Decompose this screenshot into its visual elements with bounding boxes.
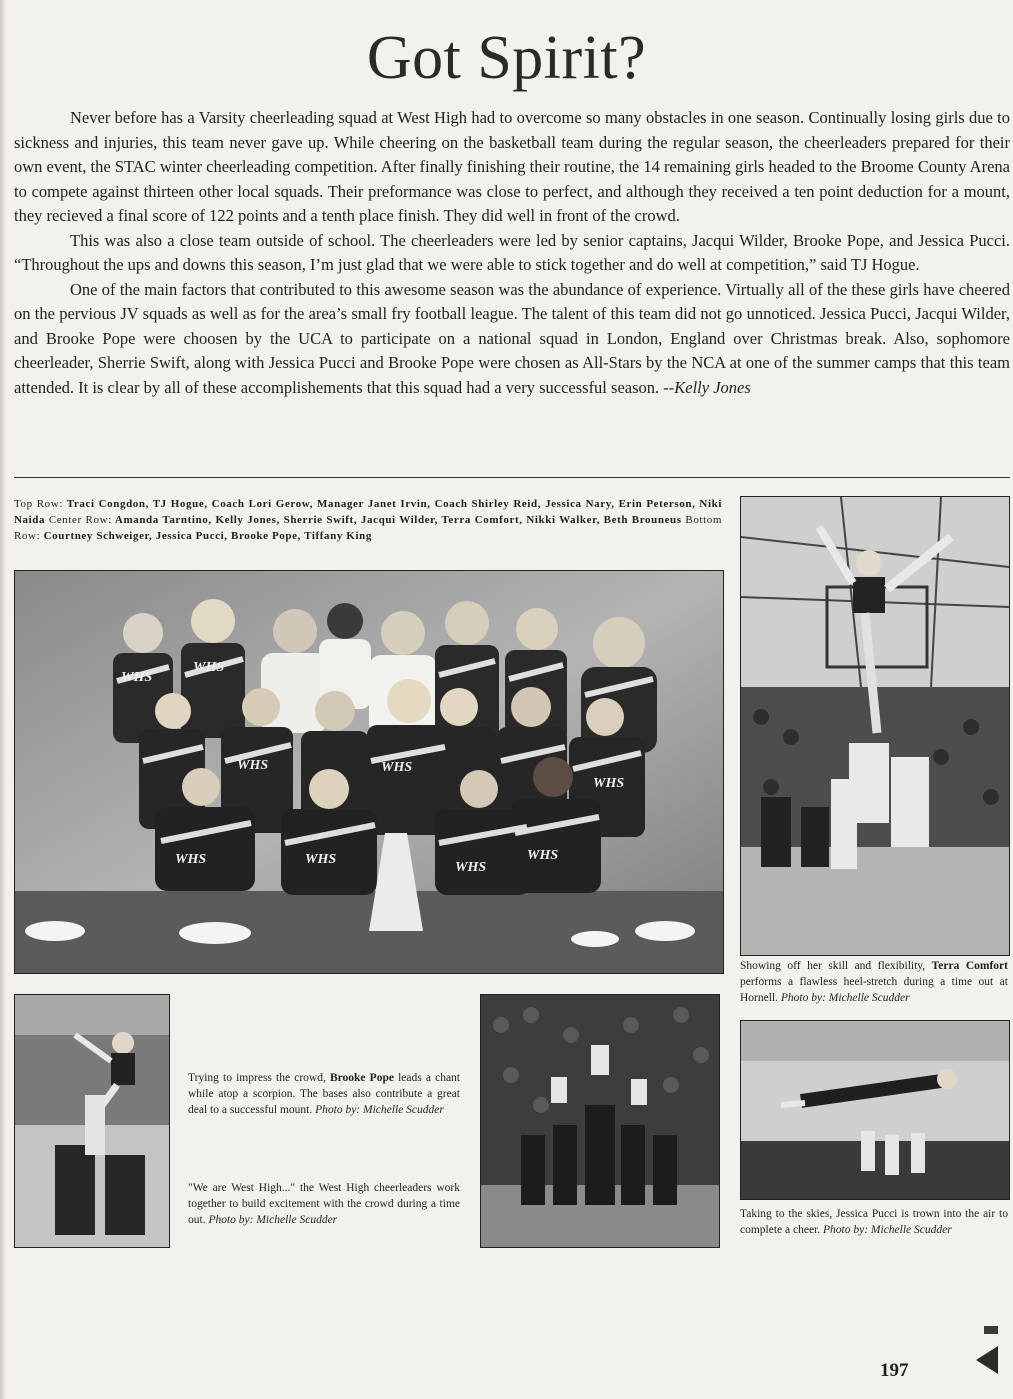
scorpion-caption bbox=[188, 1070, 460, 1118]
heel-stretch-caption-pre: Showing off her skill and flexibility, bbox=[740, 960, 926, 972]
heel-stretch-caption-name: Terra Comfort bbox=[931, 960, 1008, 972]
roster-center-label: Center Row: bbox=[48, 514, 112, 526]
story-paragraph-1 bbox=[14, 106, 1010, 229]
scorpion-caption-post: leads a chant while atop a scorpion. The bases also contribute a great deal to a successful mount. bbox=[188, 1072, 461, 1116]
uniform-letters: WHS bbox=[305, 852, 337, 867]
west-high-caption bbox=[188, 1180, 460, 1228]
scorpion-photo-image bbox=[15, 995, 169, 1247]
roster-center-names: Amanda Tarntino, Kelly Jones, Sherrie Swift, Jacqui Wilder, Terra Comfort, Nikki Walker, Beth Brouneus bbox=[114, 514, 682, 526]
page-tab-marker-bar bbox=[984, 1326, 998, 1334]
heel-stretch-caption bbox=[740, 958, 1008, 1006]
page-number: 197 bbox=[880, 1360, 909, 1381]
uniform-letters: WHS bbox=[381, 760, 413, 775]
scorpion-caption-name: Brooke Pope bbox=[329, 1072, 394, 1084]
roster-top-label: Top Row: bbox=[14, 498, 63, 510]
skies-caption-credit: Photo by: Michelle Scudder bbox=[823, 1224, 952, 1236]
scorpion-caption-pre: Trying to impress the crowd, bbox=[188, 1072, 326, 1084]
page-binding-edge bbox=[0, 0, 6, 1399]
uniform-letters: WHS bbox=[237, 758, 269, 773]
west-high-caption-credit: Photo by: Michelle Scudder bbox=[208, 1214, 338, 1226]
heel-stretch-photo-image bbox=[741, 497, 1009, 955]
crowd-mount-photo bbox=[480, 994, 720, 1248]
story-paragraph-1-text: Never before has a Varsity cheerleading squad at West High had to overcome so many obstacles in one season. Continually losing girls due to sickness and injuries, this team never gave up. While cheering on the basketball team during the regular season, the cheerleaders prepared for their own event, the STAC winter cheerleading competition. After finally finishing their routine, the 14 remaining girls headed to the Broome County Arena to compete against thirteen other local squads. Their preformance was close to perfect, and although they received a ten point deduction for a mount, they recieved a final score of 122 points and a tenth place finish. They did well in front of the crowd. bbox=[14, 108, 1010, 225]
story-paragraph-3-text: One of the main factors that contributed to this awesome season was the abundance of experience. Virtually all of the these girls have cheered on the pervious JV squads as well as for the area’s small fry football league. The talent of this team did not go unnoticed. Jessica Pucci, Jacqui Wilder, and Brooke Pope were choosen by the UCA to participate on a national squad in London, England over Christmas break. Also, sophomore cheerleader, Sherrie Swift, along with Jessica Pucci and Brooke Pope were chosen as All-Stars by the NCA at one of the summer camps that this team attended. It is clear by all of these accomplishements that this squad had a very successful season. bbox=[14, 279, 1010, 397]
toss-photo bbox=[740, 1020, 1010, 1200]
toss-photo-image bbox=[741, 1021, 1009, 1199]
roster-bottom-names: Courtney Schweiger, Jessica Pucci, Brooke Pope, Tiffany King bbox=[43, 530, 372, 542]
story-paragraph-2-text: This was also a close team outside of school. The cheerleaders were led by senior captains, Jacqui Wilder, Brooke Pope, and Jessica Pucci. “Throughout the ups and downs this season, I’m just glad that we were able to stick together and do well at competition,” said TJ Hogue. bbox=[14, 230, 1010, 274]
uniform-letters: WHS bbox=[527, 848, 559, 863]
feature-story bbox=[14, 106, 1010, 400]
uniform-letters: WHS bbox=[121, 670, 153, 685]
team-group-photo bbox=[14, 570, 724, 974]
page-title: Got Spirit? bbox=[366, 24, 647, 92]
heel-stretch-caption-post: performs a flawless heel-stretch during a time out at Hornell. bbox=[740, 976, 1008, 1004]
section-divider bbox=[14, 477, 1010, 478]
west-high-caption-text: "We are West High..." the West High cheerleaders work together to build excitement with the crowd during a time out. bbox=[188, 1182, 460, 1226]
crowd-mount-photo-image bbox=[481, 995, 719, 1247]
story-paragraph-2 bbox=[14, 229, 1010, 278]
uniform-letters: WHS bbox=[593, 776, 625, 791]
uniform-letters: WHS bbox=[175, 852, 207, 867]
story-paragraph-3 bbox=[14, 278, 1010, 401]
page-tab-marker bbox=[976, 1346, 998, 1374]
team-roster-caption bbox=[14, 496, 722, 544]
skies-caption-text: Taking to the skies, Jessica Pucci is trown into the air to complete a cheer. bbox=[740, 1208, 1008, 1236]
heel-stretch-photo bbox=[740, 496, 1010, 956]
roster-bottom-label: Bottom Row: bbox=[14, 514, 723, 542]
roster-top-names: Traci Congdon, TJ Hogue, Coach Lori Gerow, Manager Janet Irvin, Coach Shirley Reid, Jessica Nary, Erin Peterson, Niki Naida bbox=[14, 498, 723, 526]
scorpion-photo bbox=[14, 994, 170, 1248]
uniform-letters: WHS bbox=[455, 860, 487, 875]
scorpion-caption-credit: Photo by: Michelle Scudder bbox=[315, 1104, 444, 1116]
heel-stretch-caption-credit: Photo by: Michelle Scudder bbox=[780, 992, 910, 1004]
uniform-letters: WHS bbox=[193, 660, 225, 675]
team-group-photo-image bbox=[15, 571, 723, 973]
skies-caption bbox=[740, 1206, 1008, 1238]
story-byline: --Kelly Jones bbox=[663, 377, 751, 397]
